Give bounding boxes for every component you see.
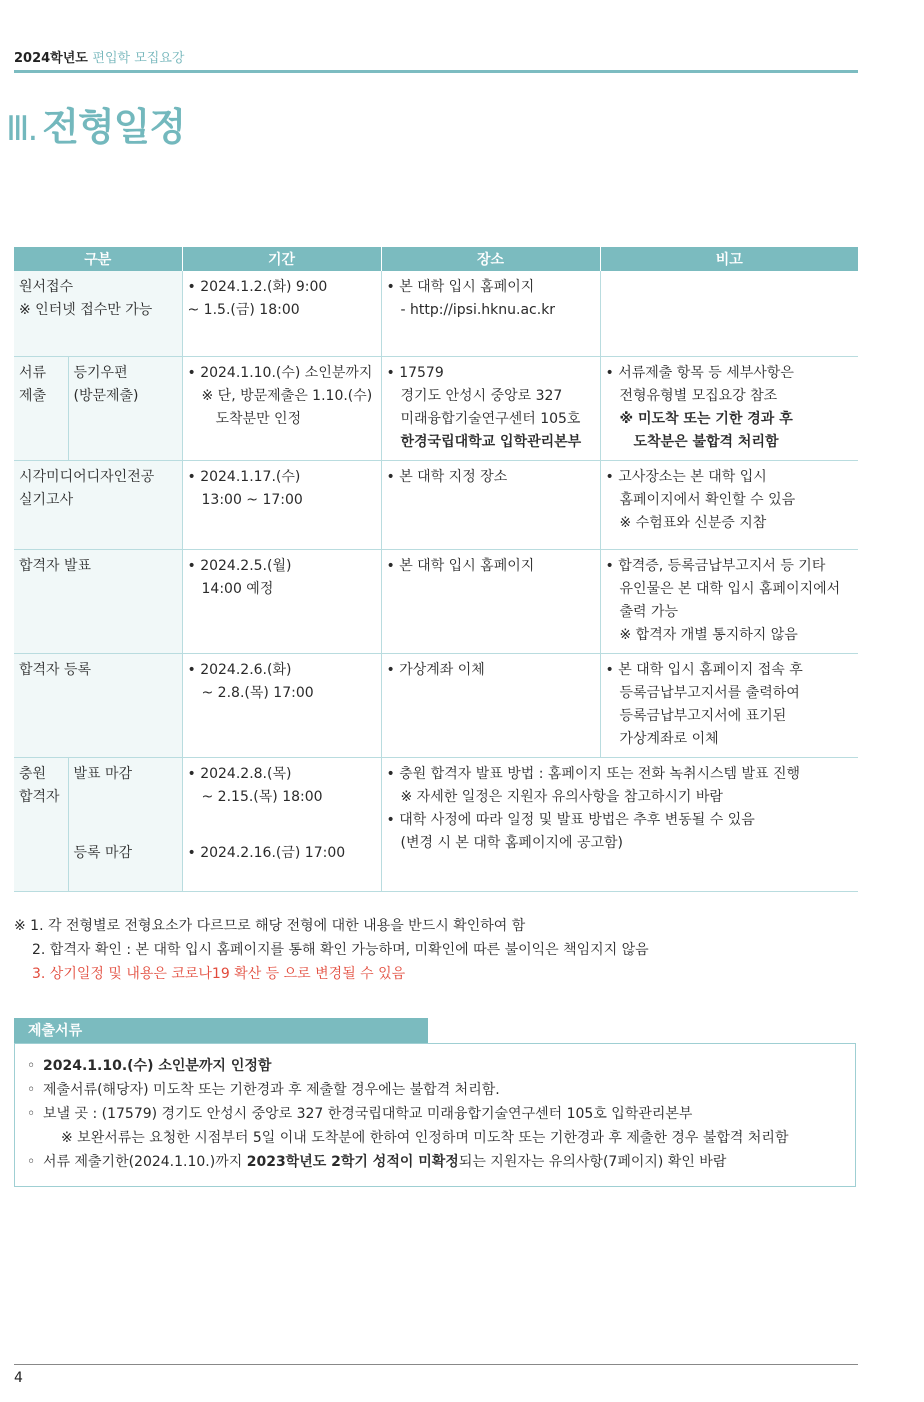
warning-note: 3. 상기일정 및 내용은 코로나19 확산 등 으로 변경될 수 있음 — [32, 966, 406, 982]
col-header: 구분 — [14, 247, 182, 271]
page-number: 4 — [14, 1370, 23, 1386]
list-item: ◦ 서류 제출기한(2024.1.10.)까지 2023학년도 2학기 성적이 미확정되는 지원자는 유의사항(7페이지) 확인 바람 — [27, 1150, 855, 1174]
row-label: 합격자 발표 — [14, 549, 182, 653]
period-cell: • 2024.2.5.(월) 14:00 예정 — [182, 549, 381, 653]
schedule-table — [14, 247, 858, 892]
period-cell: • 2024.2.16.(금) 17:00 — [182, 837, 381, 891]
note-cell — [600, 271, 858, 356]
note-cell: • 본 대학 입시 홈페이지 접속 후 등록금납부고지서를 출력하여 등록금납부고지서에 표기된 가상계좌로 이체 — [600, 653, 858, 757]
bullet-icon: ◦ — [27, 1154, 36, 1170]
row-sublabel: 등기우편 (방문제출) — [68, 356, 182, 460]
tab-corner — [414, 1018, 426, 1044]
list-item: ◦ 2024.1.10.(수) 소인분까지 인정함 — [27, 1054, 855, 1078]
table-row — [14, 271, 858, 356]
table-row — [14, 356, 858, 460]
col-header: 기간 — [182, 247, 381, 271]
row-label: 합격자 등록 — [14, 653, 182, 757]
table-row — [14, 653, 858, 757]
place-cell: • 본 대학 지정 장소 — [381, 460, 600, 549]
documents-tab: 제출서류 — [14, 1018, 428, 1044]
period-cell: • 2024.2.8.(목) ~ 2.15.(목) 18:00 — [182, 757, 381, 837]
col-header: 장소 — [381, 247, 600, 271]
row-sublabel: 등록 마감 — [68, 837, 182, 891]
row-sublabel: 발표 마감 — [68, 757, 182, 837]
running-header: 2024학년도 편입학 모집요강 — [14, 51, 185, 66]
bullet-icon: ◦ — [27, 1058, 36, 1074]
merged-note-cell: • 충원 합격자 발표 방법 : 홈페이지 또는 전화 녹취시스템 발표 진행 ※ 자세한 일정은 지원자 유의사항을 참고하시기 바람 • 대학 사정에 따라 일정 및 발표 방법은 추후 변동될 수 있음 (변경 시 본 대학 홈페이지에 공고함) — [381, 757, 858, 891]
bullet-icon: ◦ — [27, 1106, 36, 1122]
list-item: ◦ 제출서류(해당자) 미도착 또는 기한경과 후 제출할 경우에는 불합격 처리함. — [27, 1078, 855, 1102]
list-item: ◦ 보낼 곳 : (17579) 경기도 안성시 중앙로 327 한경국립대학교 미래융합기술연구센터 105호 입학관리본부 — [27, 1102, 855, 1126]
note-cell: • 고사장소는 본 대학 입시 홈페이지에서 확인할 수 있음 ※ 수험표와 신분증 지참 — [600, 460, 858, 549]
documents-box — [14, 1043, 856, 1187]
row-label: 서류 제출 — [14, 356, 68, 460]
note-cell: • 서류제출 항목 등 세부사항은 전형유형별 모집요강 참조 ※ 미도착 또는 기한 경과 후 도착분은 불합격 처리함 — [600, 356, 858, 460]
header-accent: 편입학 모집요강 — [92, 51, 185, 66]
period-cell: • 2024.1.2.(화) 9:00 ~ 1.5.(금) 18:00 — [182, 271, 381, 356]
period-cell: • 2024.1.10.(수) 소인분까지 ※ 단, 방문제출은 1.10.(수) 도착분만 인정 — [182, 356, 381, 460]
table-row — [14, 757, 858, 837]
footer-rule — [14, 1364, 858, 1365]
row-label: 시각미디어디자인전공 실기고사 — [14, 460, 182, 549]
list-item: ※ 보완서류는 요청한 시점부터 5일 이내 도착분에 한하여 인정하며 미도착 또는 기한경과 후 제출한 경우 불합격 처리함 — [61, 1130, 789, 1146]
place-cell: • 본 대학 입시 홈페이지 — [381, 549, 600, 653]
period-cell: • 2024.2.6.(화) ~ 2.8.(목) 17:00 — [182, 653, 381, 757]
bullet-icon: ◦ — [27, 1082, 36, 1098]
table-header-row — [14, 247, 858, 271]
place-cell: • 17579 경기도 안성시 중앙로 327 미래융합기술연구센터 105호 한경국립대학교 입학관리본부 — [381, 356, 600, 460]
row-label: 충원 합격자 — [14, 757, 68, 891]
table-row — [14, 460, 858, 549]
header-rule — [14, 70, 858, 73]
place-cell: • 가상계좌 이체 — [381, 653, 600, 757]
col-header: 비고 — [600, 247, 858, 271]
section-title: Ⅲ. 전형일정 — [6, 105, 186, 149]
table-row — [14, 549, 858, 653]
period-cell: • 2024.1.17.(수) 13:00 ~ 17:00 — [182, 460, 381, 549]
row-label: 원서접수 ※ 인터넷 접수만 가능 — [14, 271, 182, 356]
place-cell: • 본 대학 입시 홈페이지 - http://ipsi.hknu.ac.kr — [381, 271, 600, 356]
note-cell: • 합격증, 등록금납부고지서 등 기타 유인물은 본 대학 입시 홈페이지에서 출력 가능 ※ 합격자 개별 통지하지 않음 — [600, 549, 858, 653]
schedule-notes: ※ 1. 각 전형별로 전형요소가 다르므로 해당 전형에 대한 내용을 반드시 확인하여 함 2. 합격자 확인 : 본 대학 입시 홈페이지를 통해 확인 가능하며, 미확인에 따른 불이익은 책임지지 않음 3. 상기일정 및 내용은 코로나19 확산 등 으로 변경될 수 있음 — [14, 914, 649, 986]
